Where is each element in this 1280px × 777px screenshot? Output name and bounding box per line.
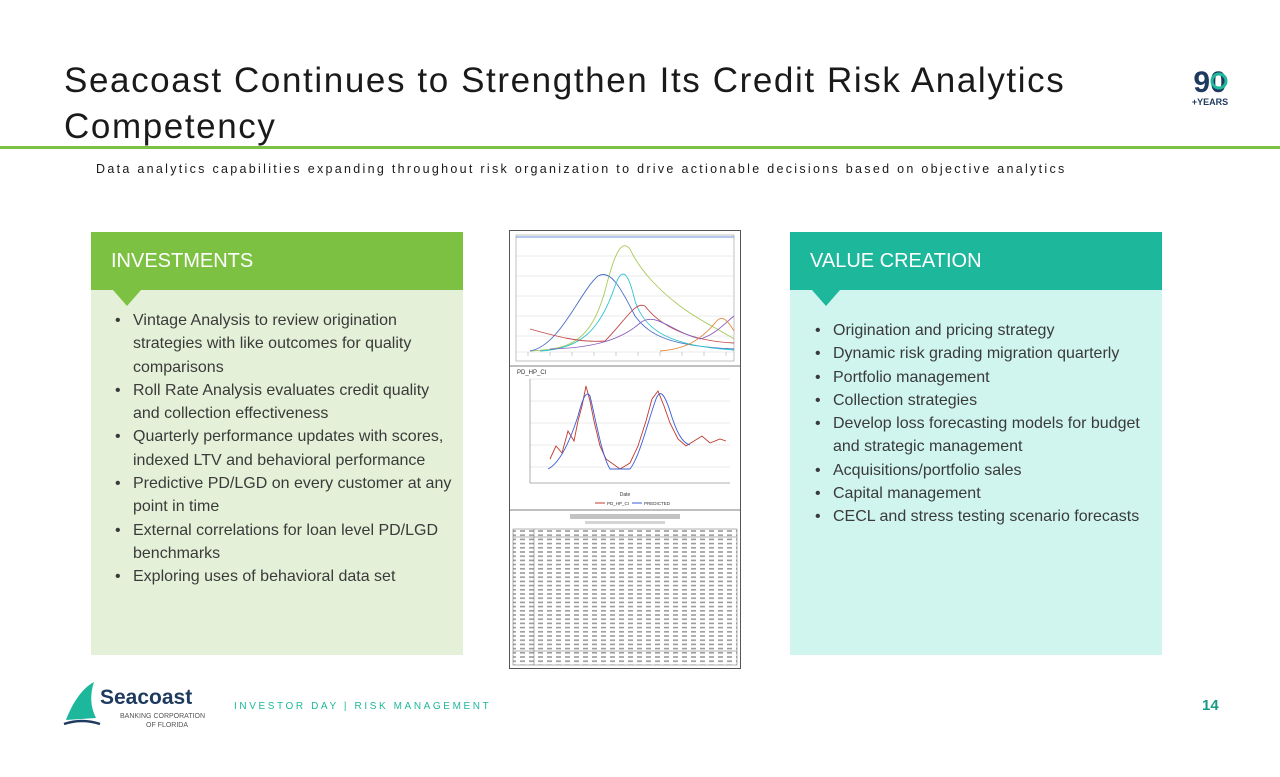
- analytics-thumbnails-graphic: [510, 231, 740, 668]
- list-item: • Origination and pricing strategy: [811, 319, 1156, 342]
- title-rule: [0, 146, 1280, 149]
- list-item: • Roll Rate Analysis evaluates credit quality and collection effectiveness: [111, 379, 457, 426]
- pd-actual-line: [550, 386, 726, 469]
- badge-number: 90: [1193, 66, 1227, 99]
- list-item: • Collection strategies: [811, 389, 1156, 412]
- value-creation-list: [811, 319, 1156, 529]
- roll-rate-table-thumbnail: [513, 514, 737, 665]
- vintage-chart-frame: [516, 235, 734, 361]
- logo-sub-1: BANKING CORPORATION: [120, 713, 206, 720]
- list-item: • Capital management: [811, 482, 1156, 505]
- value-creation-notch: [812, 290, 840, 306]
- list-item: • External correlations for loan level PD/LGD benchmarks: [111, 519, 457, 566]
- list-item: • Portfolio management: [811, 366, 1156, 389]
- investments-list: [111, 309, 457, 589]
- value-creation-heading: VALUE CREATION: [810, 250, 982, 272]
- list-item: • Dynamic risk grading migration quarterly: [811, 342, 1156, 365]
- footer-label: INVESTOR DAY | RISK MANAGEMENT: [234, 701, 492, 712]
- investments-heading: INVESTMENTS: [111, 250, 254, 272]
- investments-header: [91, 232, 463, 290]
- list-item: • Quarterly performance updates with scores, indexed LTV and behavioral performance: [111, 425, 457, 472]
- list-item: • Exploring uses of behavioral data set: [111, 565, 457, 588]
- pd-line-chart-thumbnail: [517, 370, 730, 506]
- list-item: • Vintage Analysis to review origination strategies with like outcomes for quality comparisons: [111, 309, 457, 379]
- logo-wordmark: Seacoast: [100, 686, 193, 709]
- seacoast-logo: [60, 676, 208, 740]
- list-item: • Predictive PD/LGD on every customer at any point in time: [111, 472, 457, 519]
- list-item: • Acquisitions/portfolio sales: [811, 459, 1156, 482]
- wave-mark: [64, 721, 100, 724]
- ninety-years-badge: [1186, 66, 1234, 108]
- list-item: • CECL and stress testing scenario forecasts: [811, 505, 1156, 528]
- table-subtitle-bar: [585, 521, 665, 524]
- pd-gridlines: [530, 379, 730, 483]
- table-title-bar: [570, 514, 680, 519]
- value-creation-panel: [790, 232, 1162, 655]
- legend-actual: PD_HP_CI: [607, 501, 630, 506]
- subtitle: Data analytics capabilities expanding throughout risk organization to drive actionable decisions based on objective analytics: [96, 162, 1067, 176]
- list-item: • Develop loss forecasting models for budget and strategic management: [811, 412, 1156, 459]
- analytics-thumbnails: [509, 230, 741, 669]
- logo-sub-2: OF FLORIDA: [146, 722, 189, 729]
- pd-predicted-line: [548, 394, 690, 469]
- table-grid: [513, 529, 737, 665]
- investments-notch: [113, 290, 141, 306]
- badge-suffix: +YEARS: [1191, 97, 1229, 107]
- legend-predicted: PREDICTED: [644, 501, 671, 506]
- page-number: 14: [1202, 697, 1219, 714]
- value-creation-header: [790, 232, 1162, 290]
- pd-x-axis-label: Date: [619, 492, 631, 498]
- vintage-curves-thumbnail: [516, 235, 734, 361]
- pd-chart-label: PD_HP_CI: [517, 370, 547, 376]
- page-title: Seacoast Continues to Strengthen Its Credit Risk Analytics Competency: [64, 61, 1066, 146]
- sail-mark: [66, 682, 96, 720]
- investments-panel: [91, 232, 463, 655]
